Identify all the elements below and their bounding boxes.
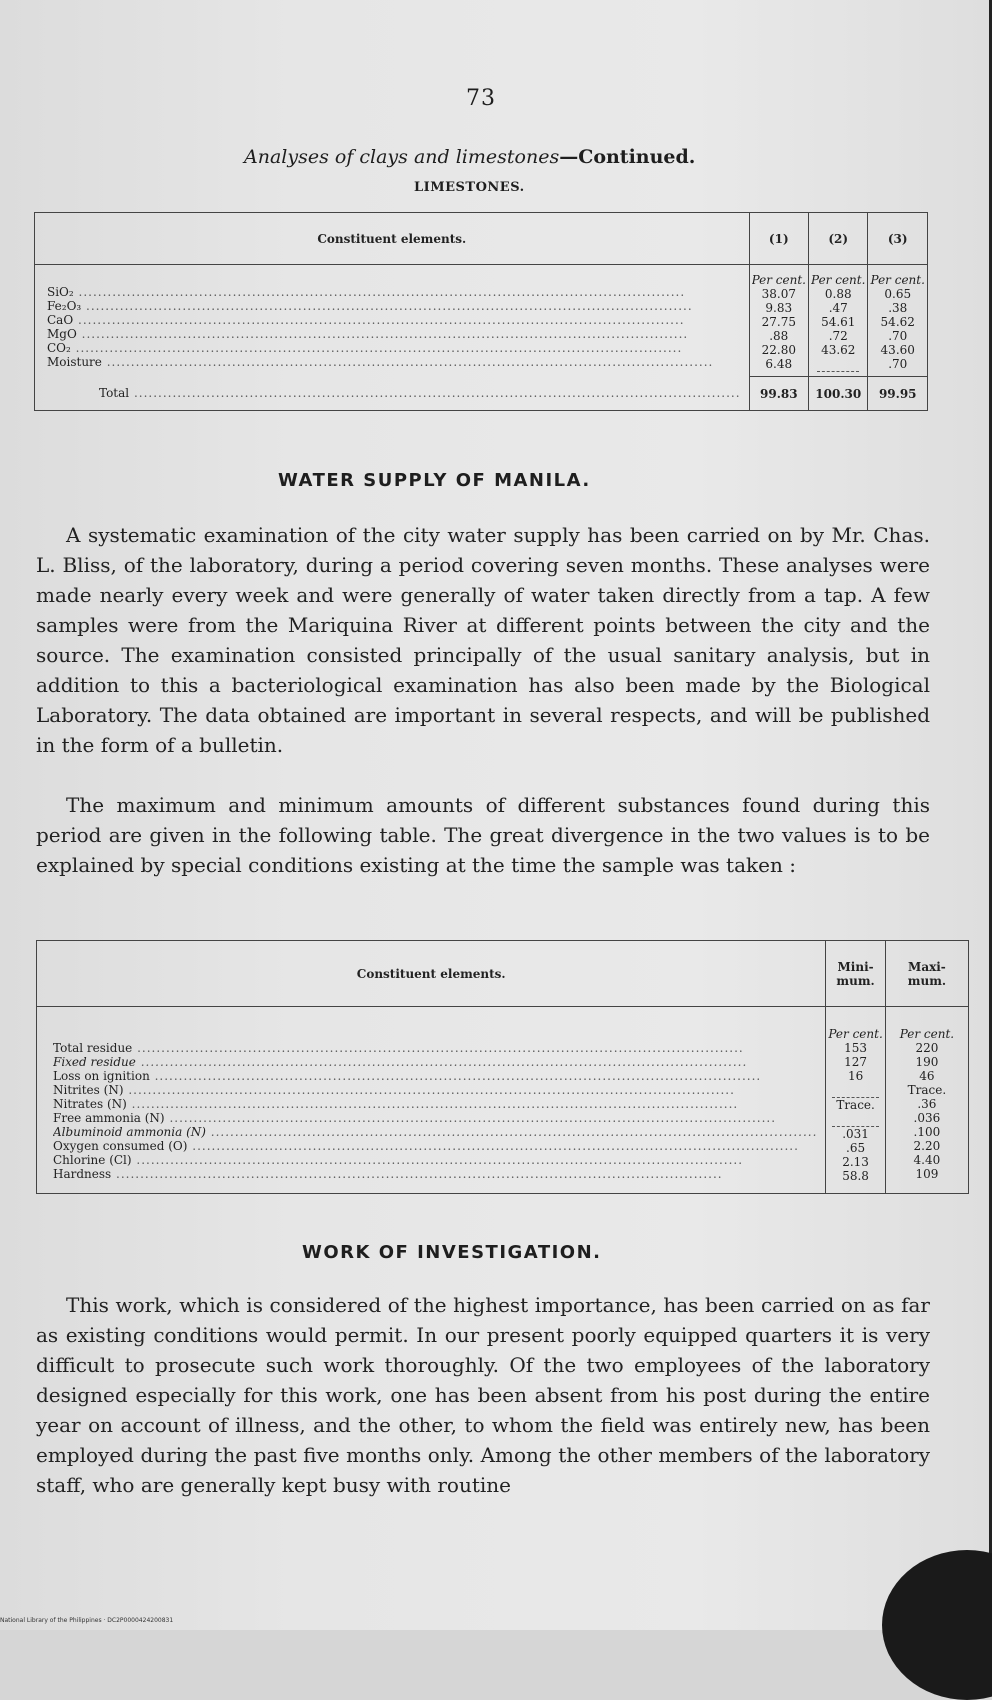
value-cell: 46 xyxy=(919,1069,935,1083)
heading-water-supply: WATER SUPPLY OF MANILA. xyxy=(278,470,591,491)
water-row-name: Oxygen consumed (O) ..... xyxy=(53,1139,817,1153)
value-cell: 38.07 xyxy=(761,287,796,301)
value-cell: 16 xyxy=(847,1069,864,1083)
limestone-header-label: Constituent elements. xyxy=(35,213,750,265)
limestone-header-col3: (3) xyxy=(868,213,928,265)
limestone-header-col2: (2) xyxy=(809,213,868,265)
limestone-col2-values xyxy=(809,265,868,377)
value-cell: 58.8 xyxy=(842,1169,869,1183)
value-cell: Trace. xyxy=(907,1083,947,1097)
caption-continued: —Continued. xyxy=(559,146,696,168)
water-row-name: Hardness ..... xyxy=(53,1167,817,1181)
total-value: 99.83 xyxy=(749,377,808,411)
table-caption xyxy=(244,146,695,168)
value-cell: 190 xyxy=(915,1055,939,1069)
page-number: 73 xyxy=(466,86,496,111)
value-cell: 43.60 xyxy=(880,343,915,357)
value-cell: .70 xyxy=(888,329,908,343)
value-cell: .38 xyxy=(888,301,908,315)
water-row-name: Nitrates (N) ..... xyxy=(53,1097,817,1111)
total-value: 100.30 xyxy=(809,377,868,411)
page-corner-shadow xyxy=(882,1550,992,1700)
scan-footer: National Library of the Philippines · DC2P0000424200831 xyxy=(0,1617,174,1624)
value-cell: 22.80 xyxy=(761,343,796,357)
unit-label: Per cent. xyxy=(828,1027,883,1041)
water-row-name: Fixed residue ..... xyxy=(53,1055,817,1069)
water-header-min: Mini-mum. xyxy=(826,941,885,1007)
value-cell: .100 xyxy=(913,1125,941,1139)
limestone-row-name: Fe₂O₃ ..... xyxy=(47,299,741,313)
water-max-values xyxy=(885,1007,968,1194)
value-cell: .47 xyxy=(828,301,848,315)
value-cell xyxy=(832,1083,878,1098)
value-cell: 4.40 xyxy=(913,1153,941,1167)
water-header-label: Constituent elements. xyxy=(37,941,826,1007)
water-row-name: Free ammonia (N) ..... xyxy=(53,1111,817,1125)
limestone-total-label-cell xyxy=(35,377,750,411)
value-cell: 43.62 xyxy=(821,343,856,357)
value-cell: .88 xyxy=(769,329,789,343)
value-cell: 109 xyxy=(915,1167,939,1181)
value-cell: 9.83 xyxy=(765,301,793,315)
water-row-name: Loss on ignition ..... xyxy=(53,1069,817,1083)
value-cell: .70 xyxy=(888,357,908,371)
value-cell: 153 xyxy=(844,1041,868,1055)
limestone-table xyxy=(34,212,928,411)
paragraph-water-examination: A systematic examination of the city water supply has been carried on by Mr. Chas. L. Bliss, of the laboratory, during a period covering seven months. These analyses were made nearly every week and were generally of water taken directly from a tap. A few samples were from the Mariquina River at different points between the city and the source. The examination consisted principally of the usual sanitary analysis, but in addition to this a bacteriological examination has also been made by the Biological Laboratory. The data obtained are important in several respects, and will be published in the form of a bulletin. xyxy=(36,523,930,757)
value-cell: 54.62 xyxy=(880,315,915,329)
caption-title: Analyses of clays and limestones xyxy=(244,146,560,168)
value-cell: 2.20 xyxy=(913,1139,941,1153)
limestone-row-name: CaO ..... xyxy=(47,313,741,327)
heading-work-of-investigation: WORK OF INVESTIGATION. xyxy=(302,1242,602,1263)
section-label-limestones: LIMESTONES. xyxy=(414,180,525,195)
value-cell: .72 xyxy=(828,329,848,343)
total-label: Total ..... xyxy=(99,386,741,400)
limestone-col1-values xyxy=(749,265,808,377)
value-cell: 6.48 xyxy=(765,357,793,371)
unit-label: Per cent. xyxy=(899,1027,955,1041)
water-analysis-table xyxy=(36,940,969,1194)
unit-label: Per cent. xyxy=(751,273,806,287)
value-cell: 2.13 xyxy=(842,1155,869,1169)
value-cell: Trace. xyxy=(836,1098,875,1112)
value-cell: 0.65 xyxy=(884,287,912,301)
value-cell xyxy=(817,357,859,372)
limestone-col3-values xyxy=(868,265,928,377)
water-header-max: Maxi-mum. xyxy=(885,941,968,1007)
limestone-row-name: MgO ..... xyxy=(47,327,741,341)
limestone-row-name: Moisture ..... xyxy=(47,355,741,369)
value-cell: 0.88 xyxy=(824,287,852,301)
total-value: 99.95 xyxy=(868,377,928,411)
value-cell: .36 xyxy=(917,1097,937,1111)
water-names-cell xyxy=(37,1007,826,1194)
value-cell xyxy=(832,1112,878,1127)
value-cell: 54.61 xyxy=(821,315,856,329)
unit-label: Per cent. xyxy=(870,273,925,287)
value-cell: .031 xyxy=(842,1127,869,1141)
limestone-row-name: SiO₂ ..... xyxy=(47,285,741,299)
value-cell: 127 xyxy=(844,1055,868,1069)
water-min-values xyxy=(826,1007,885,1194)
value-cell: 220 xyxy=(915,1041,939,1055)
water-row-name: Chlorine (Cl) ..... xyxy=(53,1153,817,1167)
unit-label: Per cent. xyxy=(811,273,866,287)
water-row-name: Albuminoid ammonia (N) ..... xyxy=(53,1125,817,1139)
value-cell: 27.75 xyxy=(761,315,796,329)
limestone-row-name: CO₂ ..... xyxy=(47,341,741,355)
limestone-header-col1: (1) xyxy=(749,213,808,265)
limestone-names-cell xyxy=(35,265,750,377)
paragraph-work-investigation: This work, which is considered of the highest importance, has been carried on as far as existing conditions would permit. In our present poorly equipped quarters it is very difficult to prosecute such work thoroughly. Of the two employees of the laboratory designed especially for this work, one has been absent from his post during the entire year on account of illness, and the other, to whom the field was entirely new, has been employed during the past five months only. Among the other members of the laboratory staff, who are generally kept busy with routine xyxy=(36,1293,930,1497)
water-row-name: Total residue ..... xyxy=(53,1041,817,1055)
water-row-name: Nitrites (N) ..... xyxy=(53,1083,817,1097)
value-cell: .65 xyxy=(846,1141,866,1155)
value-cell: .036 xyxy=(913,1111,941,1125)
paragraph-water-table-intro: The maximum and minimum amounts of different substances found during this period are given in the following table. The great divergence in the two values is to be explained by special conditions existing at the time the sample was taken : xyxy=(36,793,930,877)
